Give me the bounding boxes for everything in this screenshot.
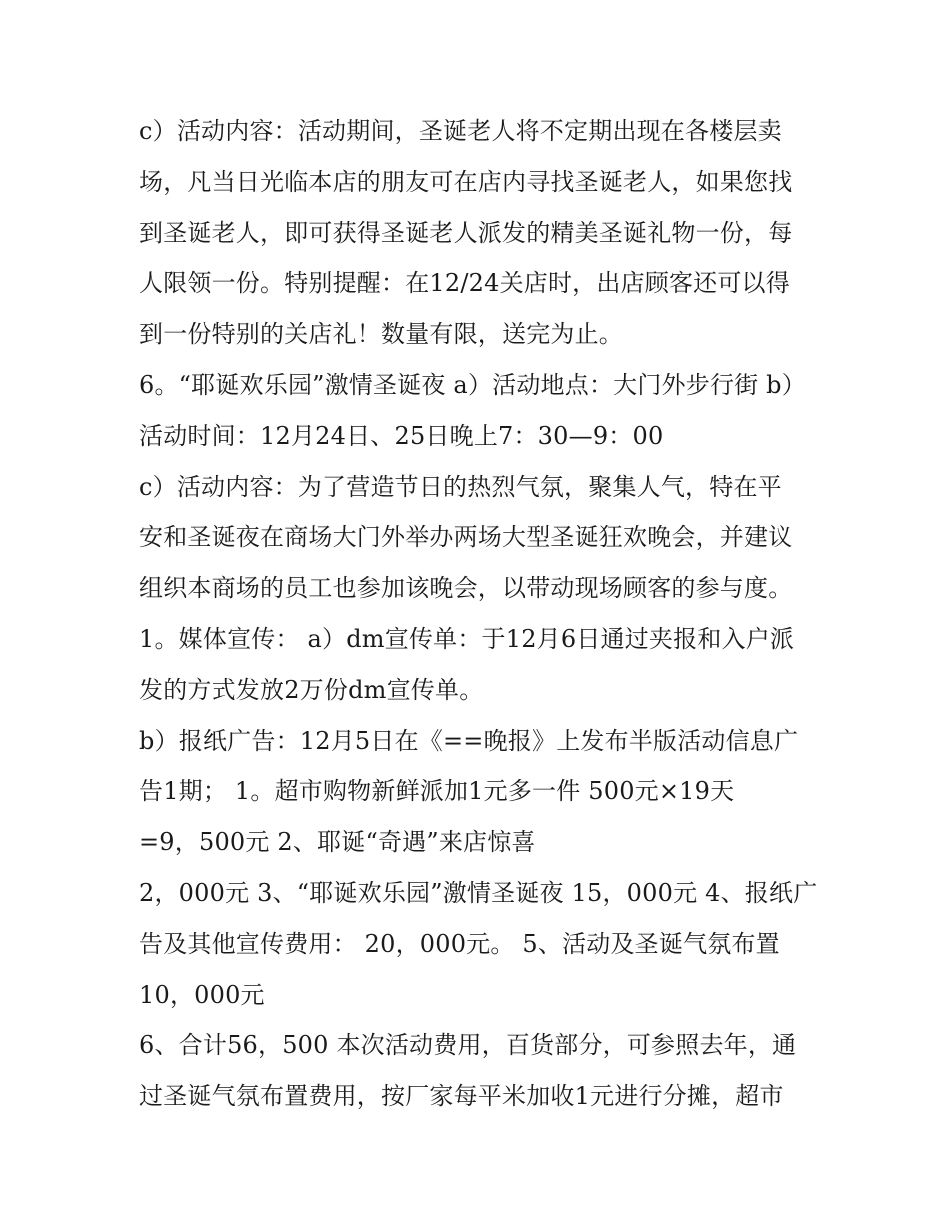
text-line: c）活动内容：为了营造节日的热烈气氛，聚集人气，特在平 (139, 472, 782, 501)
text-line: 安和圣诞夜在商场大门外举办两场大型圣诞狂欢晚会，并建议 (139, 523, 793, 552)
text-line: 告及其他宣传费用： 20，000元。 5、活动及圣诞气氛布置 (139, 929, 780, 958)
text-line: 6、合计56，500 本次活动费用，百货部分，可参照去年，通 (139, 1031, 797, 1060)
document-body (139, 106, 829, 1122)
text-line: 6。“耶诞欢乐园”激情圣诞夜 a）活动地点：大门外步行街 b） (139, 370, 806, 399)
text-line: 到圣诞老人，即可获得圣诞老人派发的精美圣诞礼物一份，每 (139, 218, 793, 247)
text-line: 过圣诞气氛布置费用，按厂家每平米加收1元进行分摊，超市 (139, 1082, 784, 1111)
text-line: 组织本商场的员工也参加该晚会，以带动现场顾客的参与度。 (139, 574, 793, 603)
text-line: b）报纸广告：12月5日在《==晚报》上发布半版活动信息广 (139, 726, 799, 755)
text-line: 1。媒体宣传： a）dm宣传单：于12月6日通过夹报和入户派 (139, 624, 795, 653)
text-line: 活动时间：12月24日、25日晚上7：30—9：00 (139, 421, 664, 450)
text-line: 10，000元 (139, 980, 265, 1009)
text-line: =9，500元 2、耶诞“奇遇”来店惊喜 (139, 828, 536, 857)
text-line: 场，凡当日光临本店的朋友可在店内寻找圣诞老人，如果您找 (139, 167, 793, 196)
text-line: 发的方式发放2万份dm宣传单。 (139, 675, 484, 704)
text-line: 2，000元 3、“耶诞欢乐园”激情圣诞夜 15，000元 4、报纸广 (139, 878, 818, 907)
text-line: 人限领一份。特别提醒：在12/24关店时，出店顾客还可以得 (139, 269, 790, 298)
text-line: 告1期； 1。超市购物新鲜派加1元多一件 500元×19天 (139, 777, 735, 806)
text-line: 到一份特别的关店礼！数量有限，送完为止。 (139, 320, 623, 349)
text-line: c）活动内容：活动期间，圣诞老人将不定期出现在各楼层卖 (139, 117, 782, 145)
